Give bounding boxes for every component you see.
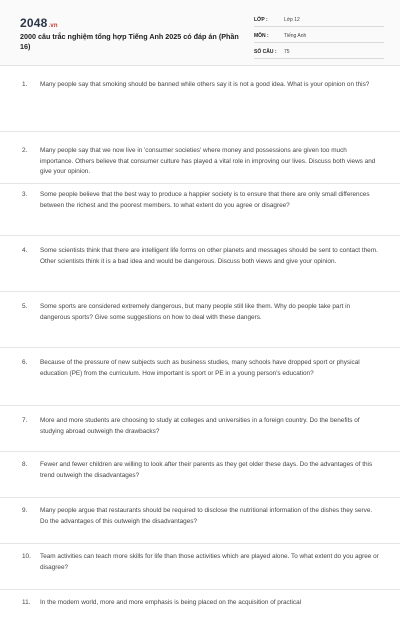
question-text: Fewer and fewer children are willing to look after their parents as they get older these days. Do the advantages of this trend outweigh the disadvantages? [40, 461, 373, 479]
question-item [0, 590, 400, 620]
logo-text: 2048 [20, 16, 48, 30]
meta-row-grade [254, 14, 384, 27]
question-text: Many people say that we now live in 'consumer societies' where money and possessions are given too much importance. Others believe that consumer culture has played a vital role in improving our lives. Discuss both views and give your opinion. [40, 147, 376, 175]
question-list [0, 80, 400, 620]
question-text: Team activities can teach more skills for life than those activities which are played alone. To what extent do you agree or disagree? [40, 553, 379, 571]
question-item [0, 348, 400, 406]
question-number: 3. [22, 191, 28, 198]
question-item [0, 184, 400, 236]
meta-label: MÔN : [254, 33, 269, 39]
document-header [0, 0, 400, 66]
meta-value: Lớp 12 [284, 17, 300, 23]
document-meta [254, 14, 384, 62]
meta-value: Tiếng Anh [284, 33, 307, 39]
question-text: Many people say that smoking should be banned while others say it is not a good idea. What is your opinion on this? [40, 81, 370, 88]
meta-label: SỐ CÂU : [254, 49, 277, 55]
question-text: In the modern world, more and more emphasis is being placed on the acquisition of practical [40, 599, 302, 606]
question-text: Many people argue that restaurants should be required to disclose the nutritional information of the dishes they serve. Do the advantages of this outweigh the disadvantages? [40, 507, 373, 525]
question-number: 10. [22, 553, 31, 560]
question-item [0, 236, 400, 292]
question-number: 4. [22, 247, 28, 254]
meta-row-subject [254, 30, 384, 43]
question-number: 6. [22, 359, 28, 366]
question-text: Some sports are considered extremely dangerous, but many people still like them. Why do people take part in dangerous sports? Give some suggestions on how to deal with these dangers. [40, 303, 351, 321]
question-item [0, 292, 400, 348]
question-number: 1. [22, 81, 28, 88]
question-number: 7. [22, 417, 28, 424]
meta-row-question-count [254, 46, 384, 59]
question-number: 9. [22, 507, 28, 514]
document-title: 2000 câu trắc nghiệm tổng hợp Tiếng Anh 2025 có đáp án (Phần 16) [20, 32, 239, 51]
question-item [0, 406, 400, 452]
question-number: 5. [22, 303, 28, 310]
question-item [0, 498, 400, 544]
question-text: More and more students are choosing to study at colleges and universities in a foreign country. Do the benefits of studying abroad outweigh the drawbacks? [40, 417, 360, 435]
site-logo[interactable] [20, 16, 58, 30]
question-item [0, 544, 400, 590]
meta-label: LỚP : [254, 17, 268, 23]
question-text: Some scientists think that there are intelligent life forms on other planets and messages should be sent to contact them. Other scientists think it is a bad idea and would be dangerous. Discuss both views and give your opinion. [40, 247, 378, 265]
logo-domain: .vn [48, 23, 58, 29]
question-text: Because of the pressure of new subjects such as business studies, many schools have dropped sport or physical education (PE) from the curriculum. How important is sport or PE in a young person's education? [40, 359, 360, 377]
question-text: Some people believe that the best way to produce a happier society is to ensure that there are only small differences between the richest and the poorest members. to what extent do you agree or disagree? [40, 191, 370, 209]
question-number: 2. [22, 147, 28, 154]
question-item [0, 452, 400, 498]
meta-value: 75 [284, 49, 290, 55]
question-item [0, 132, 400, 184]
question-number: 11. [22, 599, 31, 606]
question-item [0, 80, 400, 132]
question-number: 8. [22, 461, 28, 468]
